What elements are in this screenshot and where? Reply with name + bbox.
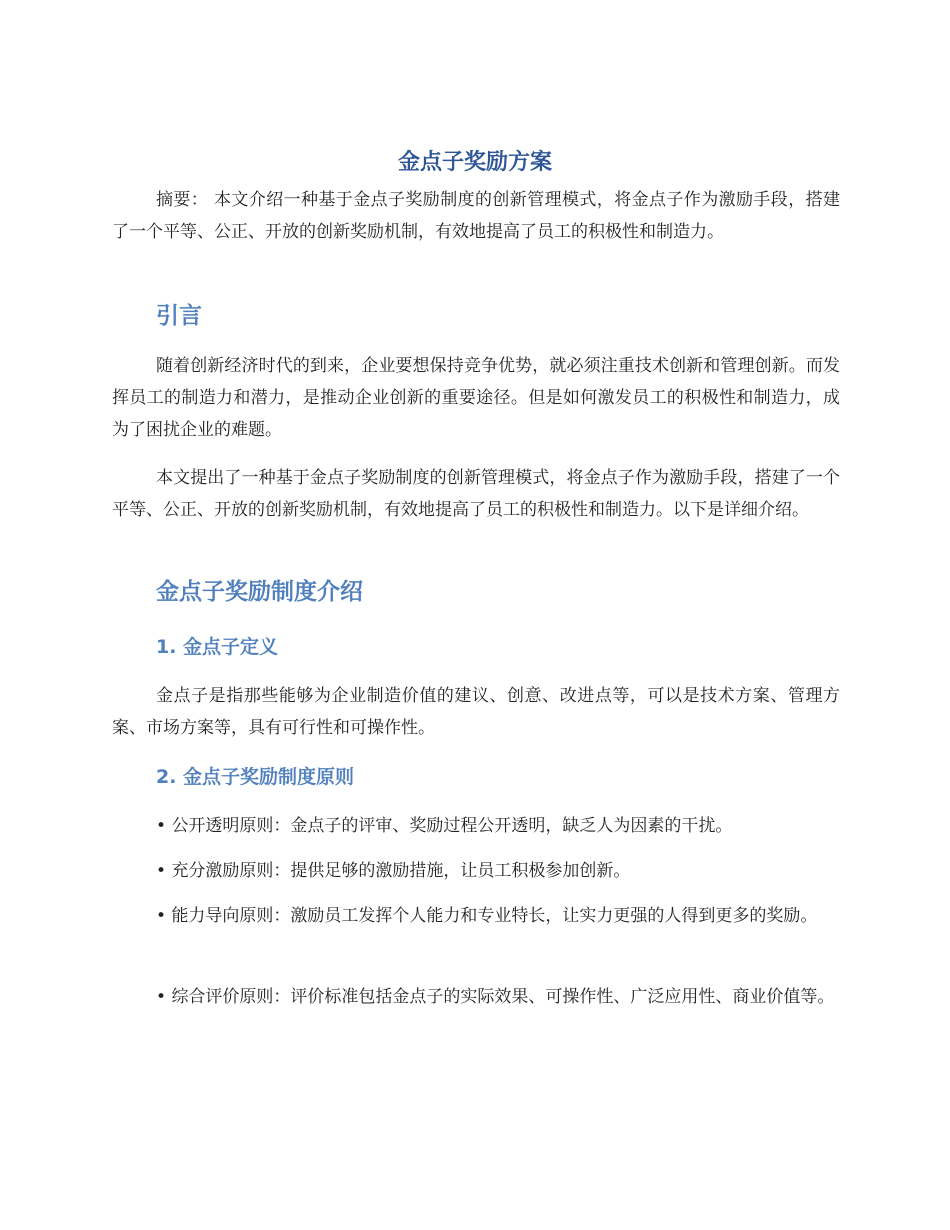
bullet-mark: • [156,906,167,926]
principle-item [112,810,840,842]
principle-text: 公开透明原则：金点子的评审、奖励过程公开透明，缺乏人为因素的干扰。 [171,816,733,836]
principle-item [112,981,840,1013]
principle-text: 能力导向原则：激励员工发挥个人能力和专业特长，让实力更强的人得到更多的奖励。 [171,906,818,926]
section-heading: 金点子奖励制度介绍 [156,579,363,605]
principle-item [112,855,840,887]
bullet-mark: • [156,987,167,1007]
principle-text: 综合评价原则：评价标准包括金点子的实际效果、可操作性、广泛应用性、商业价值等。 [171,987,835,1007]
document-title: 金点子奖励方案 [397,150,552,175]
abstract-paragraph: 摘要： 本文介绍一种基于金点子奖励制度的创新管理模式，将金点子作为激励手段，搭建了一个平等、公正、开放的创新奖励机制，有效地提高了员工的积极性和制造力。 [112,190,840,242]
principle-text: 充分激励原则：提供足够的激励措施，让员工积极参加创新。 [171,861,631,881]
intro-paragraph-2: 本文提出了一种基于金点子奖励制度的创新管理模式，将金点子作为激励手段，搭建了一个平等、公正、开放的创新奖励机制，有效地提高了员工的积极性和制造力。以下是详细介绍。 [112,468,840,520]
principle-item [112,900,840,932]
bullet-mark: • [156,861,167,881]
bullet-mark: • [156,816,167,836]
subsection-2-heading: 2. 金点子奖励制度原则 [156,766,355,788]
subsection-1-heading: 1. 金点子定义 [156,636,279,658]
intro-heading: 引言 [156,303,202,329]
subsection-1-paragraph: 金点子是指那些能够为企业制造价值的建议、创意、改进点等，可以是技术方案、管理方案、市场方案等，具有可行性和可操作性。 [112,686,840,738]
intro-paragraph-1: 随着创新经济时代的到来，企业要想保持竞争优势，就必须注重技术创新和管理创新。而发挥员工的制造力和潜力，是推动企业创新的重要途径。但是如何激发员工的积极性和制造力，成为了困扰企业的难题。 [112,356,840,440]
